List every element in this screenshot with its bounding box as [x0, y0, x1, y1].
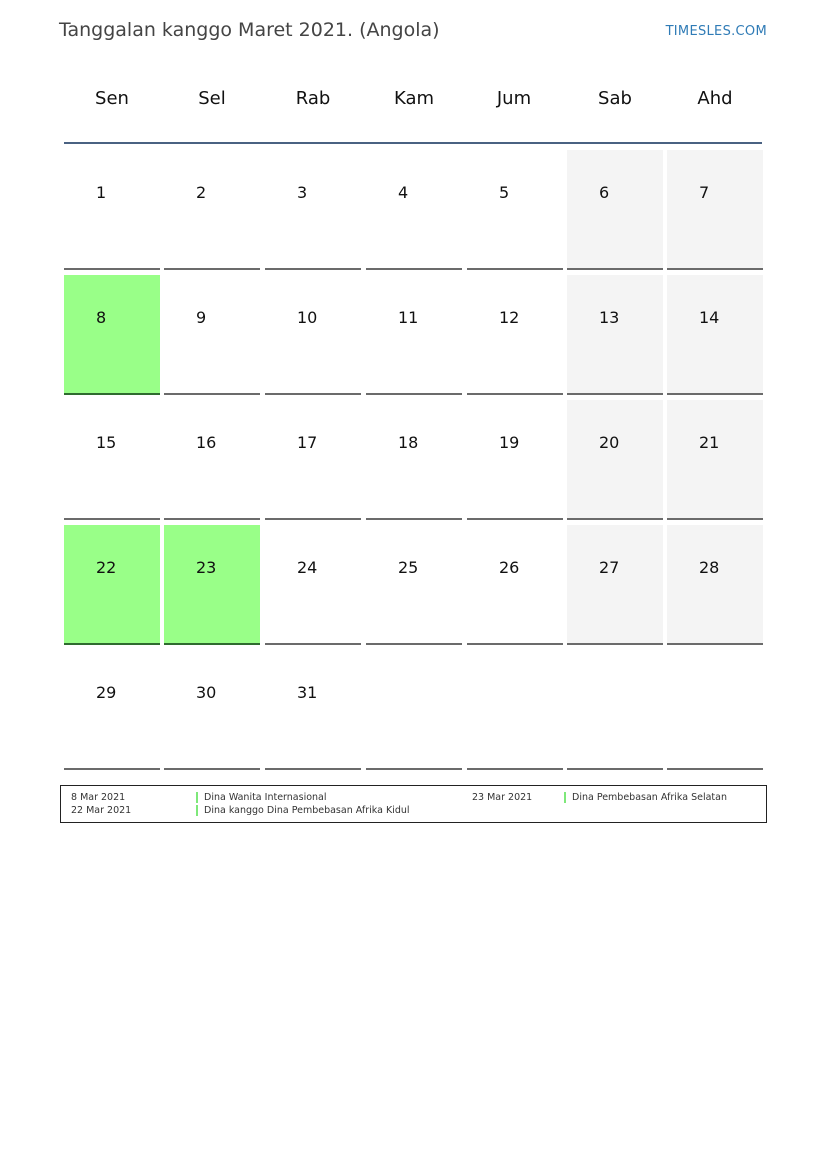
legend-holiday-name: Dina Wanita Internasional — [196, 792, 327, 803]
day-cell — [667, 150, 763, 270]
day-number: 16 — [196, 433, 217, 452]
calendar-title: Tanggalan kanggo Maret 2021. (Angola) — [59, 19, 440, 41]
day-cell — [366, 150, 462, 270]
day-cell — [366, 275, 462, 395]
day-number: 9 — [196, 308, 207, 327]
day-cell — [567, 525, 663, 645]
day-number: 19 — [499, 433, 520, 452]
day-cell — [366, 525, 462, 645]
holiday-legend — [60, 785, 767, 823]
day-number: 11 — [398, 308, 419, 327]
day-cell — [366, 650, 462, 770]
day-number: 8 — [96, 308, 107, 327]
day-number: 30 — [196, 683, 217, 702]
day-cell — [467, 525, 563, 645]
day-cell — [64, 650, 160, 770]
day-cell — [467, 400, 563, 520]
day-cell — [567, 150, 663, 270]
day-cell — [164, 400, 260, 520]
day-cell-holiday — [164, 525, 260, 645]
weekday-label: Sab — [598, 88, 632, 109]
weekday-label: Jum — [496, 88, 532, 109]
day-number: 20 — [599, 433, 620, 452]
brand-link[interactable]: TIMESLES.COM — [665, 24, 767, 39]
day-cell — [164, 650, 260, 770]
day-number: 24 — [297, 558, 318, 577]
day-number: 1 — [96, 183, 107, 202]
day-cell — [164, 275, 260, 395]
day-cell — [64, 400, 160, 520]
day-number: 10 — [297, 308, 318, 327]
weekday-label: Ahd — [697, 88, 733, 109]
day-cell-holiday — [64, 525, 160, 645]
day-number: 26 — [499, 558, 520, 577]
day-cell-holiday — [64, 275, 160, 395]
day-cell — [667, 275, 763, 395]
day-number: 25 — [398, 558, 419, 577]
day-cell — [567, 275, 663, 395]
day-cell — [667, 525, 763, 645]
day-cell — [64, 150, 160, 270]
day-cell — [265, 275, 361, 395]
day-number: 5 — [499, 183, 510, 202]
day-cell — [164, 150, 260, 270]
day-number: 6 — [599, 183, 610, 202]
day-number: 29 — [96, 683, 117, 702]
day-number: 18 — [398, 433, 419, 452]
day-number: 12 — [499, 308, 520, 327]
day-number: 22 — [96, 558, 117, 577]
weekday-label: Kam — [393, 88, 435, 109]
day-cell — [265, 150, 361, 270]
day-number: 2 — [196, 183, 207, 202]
day-cell — [667, 400, 763, 520]
day-number: 14 — [699, 308, 720, 327]
day-cell — [265, 525, 361, 645]
day-number: 31 — [297, 683, 318, 702]
legend-date: 22 Mar 2021 — [71, 805, 132, 816]
day-number: 13 — [599, 308, 620, 327]
day-number: 17 — [297, 433, 318, 452]
weekday-label: Rab — [295, 88, 331, 109]
weekday-label: Sen — [95, 88, 129, 109]
day-number: 15 — [96, 433, 117, 452]
day-cell — [467, 650, 563, 770]
day-number: 21 — [699, 433, 720, 452]
day-cell — [467, 275, 563, 395]
weekday-header — [62, 88, 764, 120]
day-number: 7 — [699, 183, 710, 202]
day-number: 27 — [599, 558, 620, 577]
day-number: 4 — [398, 183, 409, 202]
weekday-label: Sel — [198, 88, 226, 109]
legend-date: 8 Mar 2021 — [71, 792, 126, 803]
day-cell — [265, 650, 361, 770]
day-number: 3 — [297, 183, 308, 202]
day-cell — [667, 650, 763, 770]
header-divider — [64, 142, 762, 144]
day-number: 23 — [196, 558, 217, 577]
day-cell — [265, 400, 361, 520]
legend-date: 23 Mar 2021 — [472, 792, 533, 803]
day-cell — [567, 650, 663, 770]
legend-holiday-name: Dina kanggo Dina Pembebasan Afrika Kidul — [196, 805, 410, 816]
day-cell — [567, 400, 663, 520]
day-number: 28 — [699, 558, 720, 577]
legend-holiday-name: Dina Pembebasan Afrika Selatan — [564, 792, 727, 803]
day-cell — [366, 400, 462, 520]
day-cell — [467, 150, 563, 270]
